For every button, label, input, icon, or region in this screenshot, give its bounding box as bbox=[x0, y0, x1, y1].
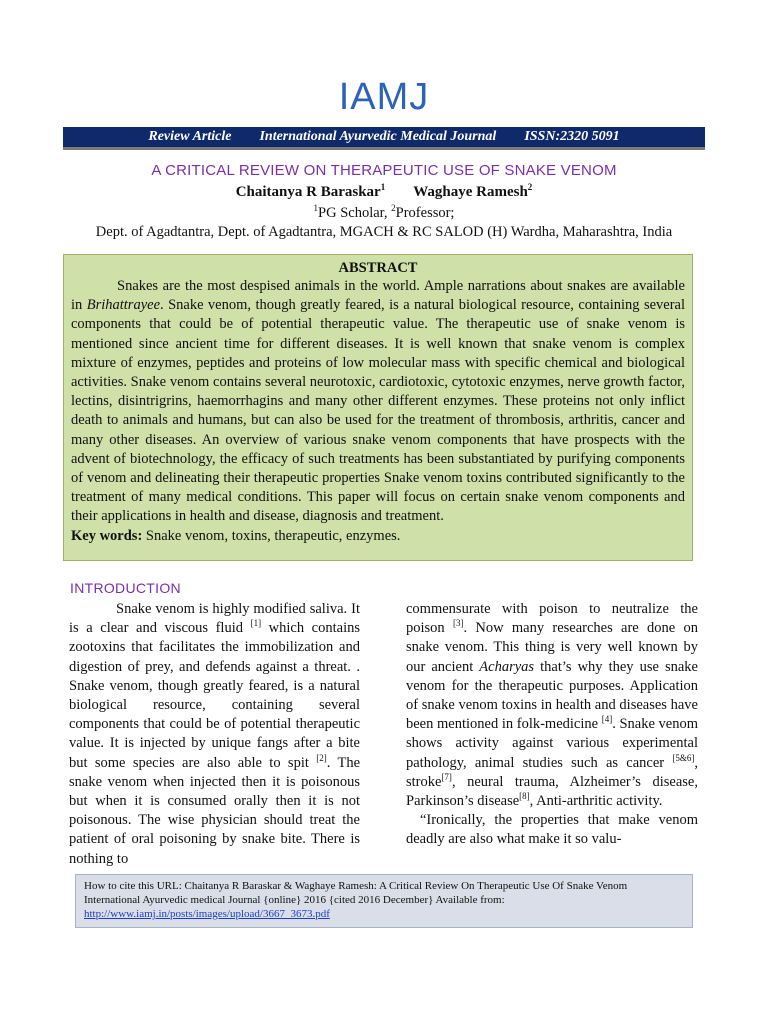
citation-url-link[interactable]: http://www.iamj.in/posts/images/upload/3667_3673.pdf bbox=[84, 908, 330, 920]
intro-left-column bbox=[69, 600, 360, 869]
journal-logo: IAMJ bbox=[338, 76, 430, 118]
text-run: . The snake venom when injected then it is poisonous but when it is consumed orally then it is not poisonous. The wise physician should treat the patient of oral poisoning by snake bite. There is nothing to bbox=[69, 754, 361, 867]
author-roles bbox=[0, 205, 768, 222]
text-run: that’s why they use snake venom for the therapeutic purposes. Application of snake venom toxins in health and diseases have been mentioned in folk-medicine bbox=[406, 658, 698, 733]
role-text: Professor; bbox=[395, 205, 455, 221]
text-run: , neural trauma, Alzheimer’s disease, Parkinson’s disease bbox=[406, 773, 698, 810]
text-run: which contains zootoxins that facilitates the immobilization and digestion of prey, and defends against a threat. . Snake venom, though greatly feared, is a natural biological resource, containing several components that could be of potential therapeutic value. It is injected by unique fangs after a bite but some species are also able to spit bbox=[69, 620, 360, 771]
issn: ISSN:2320 5091 bbox=[524, 129, 620, 144]
intro-paragraph: “Ironically, the properties that make venom deadly are also what make it so valu- bbox=[406, 812, 698, 848]
citation-line: International Ayurvedic medical Journal {online} 2016 {cited 2016 December} Available from: bbox=[84, 894, 505, 906]
abstract-text-part: . Snake venom, though greatly feared, is a natural biological resource, containing several components that could be of potential therapeutic value. The therapeutic use of snake venom is mentioned since ancient time for different diseases. It is well known that snake venom is complex mixture of enzymes, peptides and proteins of low molecular mass with specific chemical and biological activities. Snake venom contains several neurotoxic, cardiotoxic, cytotoxic enzymes, nerve growth factor, lectins, disintrigrins, haemorrhagins and many other different enzymes. These proteins not only inflict death to animals and humans, but can also be used for the treatment of thrombosis, arthritis, cancer and many other diseases. An overview of various snake venom components that have prospects with the advent of biotechnology, the efficacy of such treatments has been substantiated by purifying components of venom and delineating their therapeutic properties Snake venom toxins contributed significantly to the treatment of many medical conditions. This paper will focus on certain snake venom components and their applications in health and disease, diagnosis and treatment. bbox=[71, 297, 686, 525]
author-name: Chaitanya R Baraskar bbox=[235, 184, 381, 200]
keywords-label: Key words: bbox=[71, 527, 143, 544]
author-list bbox=[0, 184, 768, 201]
intro-paragraph bbox=[69, 600, 360, 869]
citation-ref: [7] bbox=[441, 772, 452, 782]
citation-ref: [8] bbox=[519, 791, 530, 802]
abstract-heading: ABSTRACT bbox=[338, 260, 418, 276]
introduction-heading: INTRODUCTION bbox=[70, 580, 181, 596]
abstract-text-part: Snakes are the most despised animals in the world. Ample narrations about snakes are available in bbox=[71, 278, 685, 314]
citation-line: How to cite this URL: Chaitanya R Baraskar & Waghaye Ramesh: A Critical Review On Therapeutic Use Of Snake Venom bbox=[84, 880, 628, 892]
intro-right-column bbox=[406, 600, 698, 850]
abstract-box bbox=[63, 254, 693, 561]
keywords-list: Snake venom, toxins, therapeutic, enzymes. bbox=[142, 527, 401, 544]
citation-ref: [5&6] bbox=[672, 752, 695, 763]
role-marker: 2 bbox=[391, 203, 396, 214]
citation-ref: [1] bbox=[250, 618, 262, 629]
text-run: , stroke bbox=[406, 754, 698, 790]
role-text: PG Scholar, bbox=[318, 205, 392, 221]
author-name: Waghaye Ramesh bbox=[413, 184, 528, 200]
text-run: commensurate with poison to neutralize the poison bbox=[406, 601, 698, 637]
text-run: , Anti-arthritic activity. bbox=[529, 793, 663, 810]
article-type: Review Article bbox=[148, 129, 232, 144]
author-affil-marker: 2 bbox=[527, 182, 533, 192]
abstract-text bbox=[71, 277, 685, 527]
keywords bbox=[71, 527, 685, 546]
citation-ref: [2] bbox=[316, 752, 327, 763]
citation-box bbox=[75, 874, 693, 928]
italic-term: Acharyas bbox=[479, 658, 535, 675]
journal-banner bbox=[63, 127, 705, 150]
citation-ref: [3] bbox=[452, 618, 464, 629]
text-run: Snake venom is highly modified saliva. It is a clear and viscous fluid bbox=[69, 601, 360, 637]
journal-name: International Ayurvedic Medical Journal bbox=[259, 129, 497, 144]
intro-paragraph bbox=[406, 600, 698, 811]
affiliation: Dept. of Agadtantra, Dept. of Agadtantra, MGACH & RC SALOD (H) Wardha, Maharashtra, India bbox=[95, 224, 673, 240]
text-run: . Now many researches are done on snake venom. This thing is very well known by our ancient bbox=[406, 620, 698, 675]
text-run: . Snake venom shows activity against various experimental pathology, animal studies such as cancer bbox=[406, 716, 699, 771]
author-affil-marker: 1 bbox=[380, 182, 386, 192]
paper-title: A CRITICAL REVIEW ON THERAPEUTIC USE OF SNAKE VENOM bbox=[151, 162, 617, 179]
citation-ref: [4] bbox=[601, 714, 613, 725]
abstract-italic-term: Brihattrayee bbox=[86, 297, 161, 314]
role-marker: 1 bbox=[313, 203, 319, 214]
